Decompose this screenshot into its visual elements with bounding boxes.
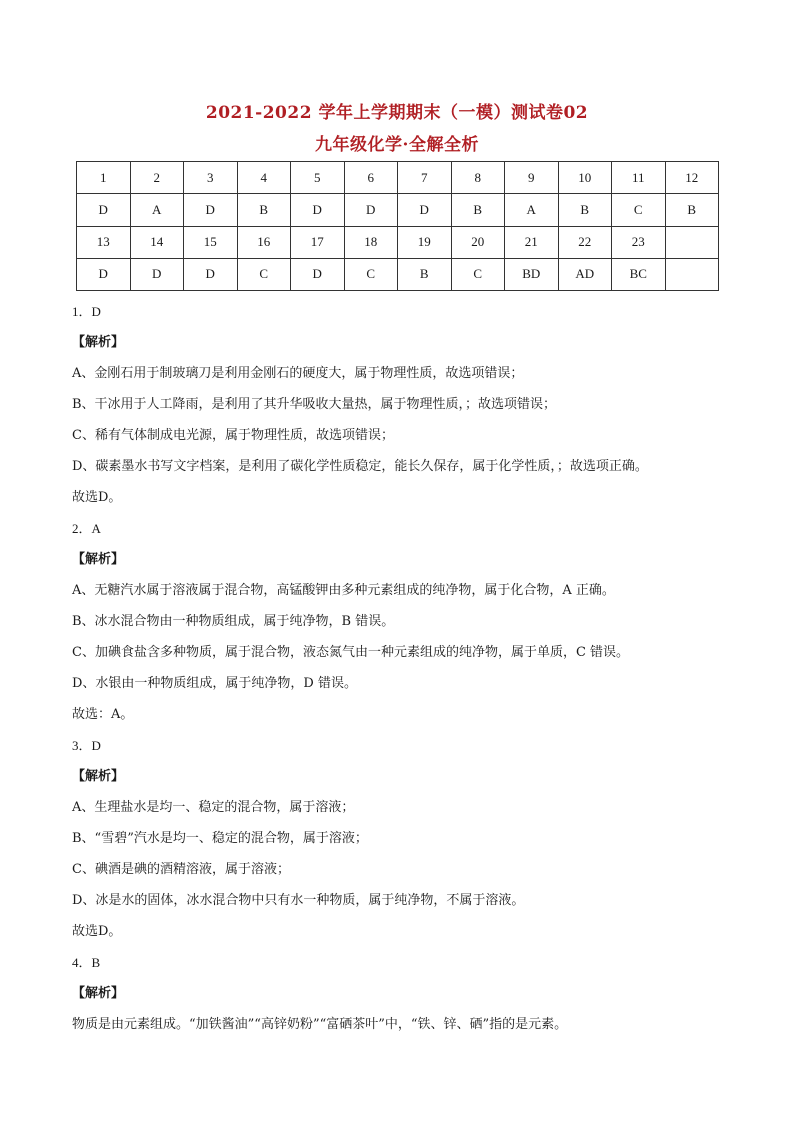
question-number-cell: 12 — [665, 162, 719, 194]
answer-cell: B — [237, 194, 291, 226]
answer-cell — [665, 258, 719, 290]
answer-cell: A — [505, 194, 559, 226]
analysis-line: A、无糖汽水属于溶液属于混合物，高锰酸钾由多种元素组成的纯净物，属于化合物，A 正确。 — [72, 583, 615, 598]
answer-cell: B — [558, 194, 612, 226]
analysis-line: 故选D。 — [72, 490, 122, 505]
answer-cell: D — [291, 194, 345, 226]
answer-cell: C — [237, 258, 291, 290]
answer-cell: D — [184, 194, 238, 226]
question-number-cell: 16 — [237, 226, 291, 258]
question-number-cell — [665, 226, 719, 258]
analysis-label: 【解析】 — [72, 769, 125, 784]
analysis-line: C、加碘食盐含多种物质，属于混合物，液态氮气由一种元素组成的纯净物，属于单质，C 错误。 — [72, 645, 630, 660]
answer-cell: D — [398, 194, 452, 226]
question-number-cell: 4 — [237, 162, 291, 194]
analysis-line: A、生理盐水是均一、稳定的混合物，属于溶液； — [72, 800, 355, 815]
analysis-line: 故选：A。 — [72, 707, 134, 722]
answer-cell: BC — [612, 258, 666, 290]
question-number-cell: 15 — [184, 226, 238, 258]
question-number-cell: 8 — [451, 162, 505, 194]
answer-cell: C — [451, 258, 505, 290]
question-answer-heading: 3．D — [72, 738, 101, 753]
answer-cell: C — [612, 194, 666, 226]
question-number-cell: 22 — [558, 226, 612, 258]
question-number-cell: 9 — [505, 162, 559, 194]
question-number-cell: 18 — [344, 226, 398, 258]
answer-cell: BD — [505, 258, 559, 290]
question-number-cell: 5 — [291, 162, 345, 194]
answer-cell: B — [665, 194, 719, 226]
analysis-label: 【解析】 — [72, 986, 125, 1001]
question-number-cell: 14 — [130, 226, 184, 258]
question-number-cell: 10 — [558, 162, 612, 194]
question-answer-heading: 2．A — [72, 521, 101, 536]
solutions-section — [72, 296, 732, 1040]
analysis-label: 【解析】 — [72, 335, 125, 350]
answer-row — [77, 258, 719, 290]
analysis-line: 物质是由元素组成。“加铁酱油”“高锌奶粉”“富硒茶叶”中，“铁、锌、硒”指的是元素。 — [72, 1017, 568, 1032]
analysis-line: B、“雪碧”汽水是均一、稳定的混合物，属于溶液； — [72, 831, 368, 846]
question-block — [72, 513, 732, 730]
answer-cell: AD — [558, 258, 612, 290]
question-number-row — [77, 162, 719, 194]
question-number-cell: 20 — [451, 226, 505, 258]
analysis-line: C、碘酒是碘的酒精溶液，属于溶液； — [72, 862, 290, 877]
answer-cell: C — [344, 258, 398, 290]
question-number-cell: 17 — [291, 226, 345, 258]
question-number-row — [77, 226, 719, 258]
answer-table — [76, 161, 719, 291]
question-number-cell: 1 — [77, 162, 131, 194]
analysis-line: D、碳素墨水书写文字档案，是利用了碳化学性质稳定，能长久保存，属于化学性质，；故选项正确。 — [72, 459, 648, 474]
question-number-cell: 3 — [184, 162, 238, 194]
question-number-cell: 21 — [505, 226, 559, 258]
question-number-cell: 7 — [398, 162, 452, 194]
page-subtitle: 九年级化学·全解全析 — [315, 135, 479, 155]
question-number-cell: 11 — [612, 162, 666, 194]
answer-row — [77, 194, 719, 226]
question-block — [72, 730, 732, 947]
question-number-cell: 6 — [344, 162, 398, 194]
answer-cell: D — [77, 258, 131, 290]
answer-cell: D — [344, 194, 398, 226]
analysis-line: B、冰水混合物由一种物质组成，属于纯净物，B 错误。 — [72, 614, 395, 629]
question-block — [72, 296, 732, 513]
answer-cell: B — [451, 194, 505, 226]
page-title: 2021-2022 学年上学期期末（一模）测试卷02 — [205, 103, 589, 123]
question-number-cell: 13 — [77, 226, 131, 258]
analysis-label: 【解析】 — [72, 552, 125, 567]
answer-cell: A — [130, 194, 184, 226]
question-number-cell: 2 — [130, 162, 184, 194]
question-number-cell: 19 — [398, 226, 452, 258]
answer-cell: D — [77, 194, 131, 226]
analysis-line: B、干冰用于人工降雨，是利用了其升华吸收大量热，属于物理性质，；故选项错误； — [72, 397, 557, 412]
analysis-line: A、金刚石用于制玻璃刀是利用金刚石的硬度大，属于物理性质，故选项错误； — [72, 366, 524, 381]
answer-cell: D — [184, 258, 238, 290]
question-number-cell: 23 — [612, 226, 666, 258]
analysis-line: 故选D。 — [72, 924, 122, 939]
answer-cell: B — [398, 258, 452, 290]
question-answer-heading: 1．D — [72, 304, 101, 319]
question-block — [72, 947, 732, 1040]
analysis-line: D、水银由一种物质组成，属于纯净物，D 错误。 — [72, 676, 357, 691]
answer-cell: D — [291, 258, 345, 290]
analysis-line: C、稀有气体制成电光源，属于物理性质，故选项错误； — [72, 428, 394, 443]
analysis-line: D、冰是水的固体，冰水混合物中只有水一种物质，属于纯净物，不属于溶液。 — [72, 893, 525, 908]
question-answer-heading: 4．B — [72, 955, 101, 970]
answer-cell: D — [130, 258, 184, 290]
